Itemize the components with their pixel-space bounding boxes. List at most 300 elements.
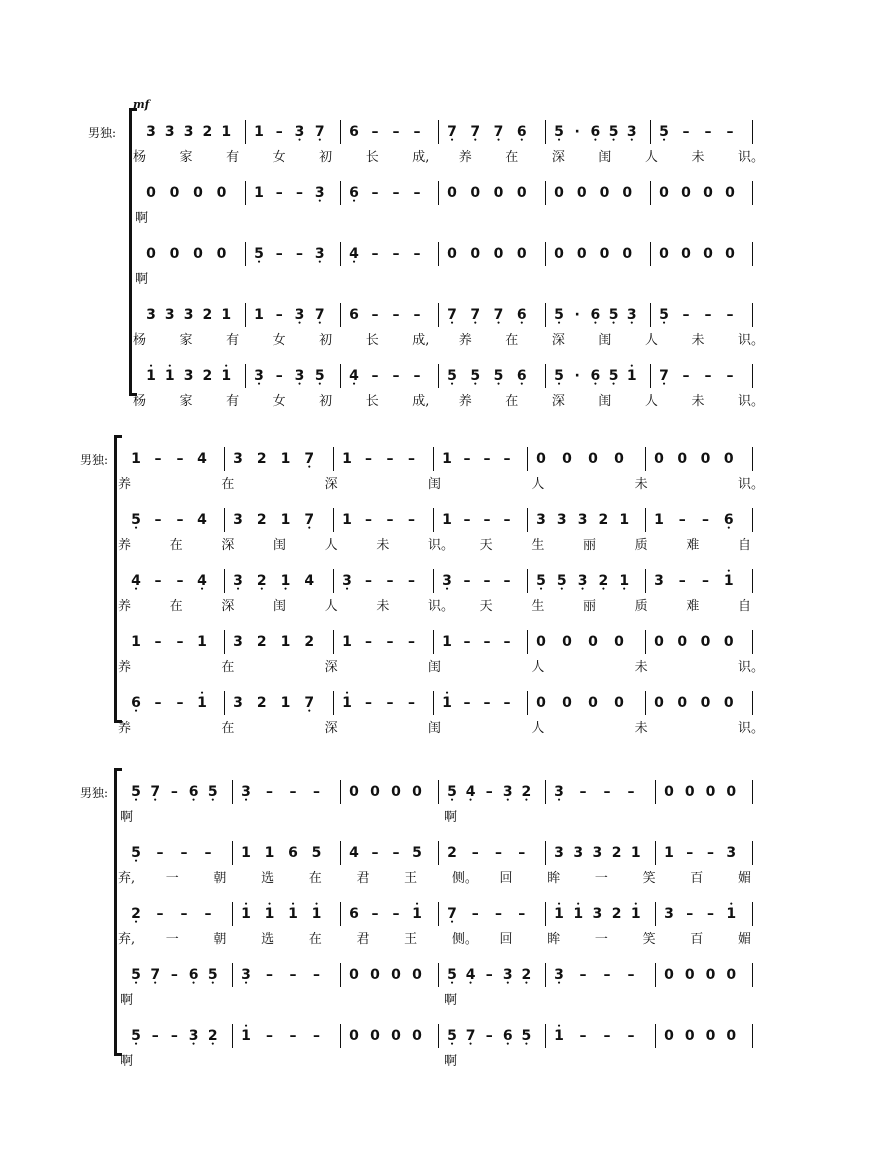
lyric: 回 bbox=[499, 932, 513, 947]
note: – bbox=[463, 451, 471, 467]
note: 5 • bbox=[551, 124, 567, 140]
note: 5 • bbox=[606, 124, 622, 140]
lyric: 有 bbox=[226, 333, 240, 348]
lyric: 杨 bbox=[133, 150, 147, 165]
note: – bbox=[579, 1028, 587, 1044]
bar-line bbox=[340, 963, 341, 987]
lyric: 生 bbox=[531, 599, 545, 614]
note: – bbox=[471, 845, 479, 861]
note: – bbox=[365, 634, 372, 650]
note: – bbox=[483, 573, 491, 589]
note: – bbox=[151, 1028, 159, 1044]
note: 0 bbox=[677, 695, 688, 711]
bar-line bbox=[340, 303, 341, 327]
lyric: 啊 bbox=[135, 272, 149, 287]
bar-line bbox=[752, 364, 753, 388]
bar-line bbox=[224, 691, 225, 715]
lyric: 深 bbox=[551, 150, 565, 165]
lyric: 识。 bbox=[738, 333, 765, 348]
note: – bbox=[704, 368, 712, 384]
note: 0 bbox=[614, 695, 624, 711]
note: 1 bbox=[254, 185, 264, 201]
note: – bbox=[471, 906, 479, 922]
lyric: 家 bbox=[179, 333, 193, 348]
lyric: 长 bbox=[365, 394, 379, 409]
note: 2 bbox=[256, 634, 267, 650]
bar-line bbox=[545, 1024, 546, 1048]
note: 4 • bbox=[346, 246, 362, 262]
note: 0 bbox=[391, 1028, 401, 1044]
note: – bbox=[485, 784, 493, 800]
lyric: 成, bbox=[412, 150, 430, 165]
note: 3 bbox=[654, 573, 664, 589]
note: 5 • bbox=[551, 368, 567, 384]
note: 0 bbox=[391, 967, 401, 983]
bar-line bbox=[333, 691, 334, 715]
lyric: 深 bbox=[221, 538, 235, 553]
note: 0 bbox=[703, 246, 713, 262]
note: 0 bbox=[562, 451, 572, 467]
note: 5 • bbox=[444, 967, 460, 983]
note: – bbox=[704, 124, 712, 140]
note: 3 • bbox=[251, 368, 267, 384]
note: – bbox=[682, 124, 690, 140]
note: 3 • bbox=[575, 573, 591, 589]
lyric: 女 bbox=[272, 150, 286, 165]
note: 0 bbox=[677, 451, 688, 467]
lyric: 人 bbox=[324, 599, 338, 614]
note: 1 bbox=[221, 307, 232, 323]
note: 7 • bbox=[147, 784, 163, 800]
note: – bbox=[707, 845, 714, 861]
note: – bbox=[392, 307, 400, 323]
note: – bbox=[413, 307, 421, 323]
lyric: 长 bbox=[365, 150, 379, 165]
note: – bbox=[365, 512, 372, 528]
lyric: 未 bbox=[376, 599, 390, 614]
note: 0 bbox=[705, 1028, 716, 1044]
lyric: 杨 bbox=[133, 333, 147, 348]
lyric: 侧。 bbox=[451, 871, 478, 886]
bar-line bbox=[527, 691, 528, 715]
lyric: 养 bbox=[118, 721, 132, 736]
note: 0 bbox=[723, 451, 734, 467]
bar-line bbox=[433, 447, 434, 471]
note: – bbox=[603, 784, 611, 800]
note: 1 bbox=[131, 451, 141, 467]
note: 1 • bbox=[278, 573, 294, 589]
bar-line bbox=[224, 630, 225, 654]
lyric: 啊 bbox=[120, 1054, 134, 1069]
note: 2 • bbox=[595, 573, 611, 589]
note: 1 bbox=[197, 634, 207, 650]
note: 0 bbox=[681, 246, 691, 262]
bar-line bbox=[527, 630, 528, 654]
note: 3 • bbox=[292, 124, 308, 140]
note: 3 • bbox=[439, 573, 455, 589]
lyric: 一 bbox=[165, 932, 179, 947]
note: 3 bbox=[577, 512, 588, 528]
note: – bbox=[726, 124, 734, 140]
lyric: 识。 bbox=[428, 538, 455, 553]
note: 3 bbox=[554, 845, 564, 861]
note: – bbox=[408, 512, 415, 528]
note: 5 • bbox=[205, 784, 221, 800]
bar-line bbox=[650, 120, 651, 144]
lyric: 人 bbox=[644, 150, 658, 165]
note: • 1 bbox=[624, 368, 640, 384]
note: 0 bbox=[516, 185, 527, 201]
bar-line bbox=[545, 242, 546, 266]
note: – bbox=[296, 185, 303, 201]
note: – bbox=[266, 784, 273, 800]
bar-line bbox=[232, 780, 233, 804]
bar-line bbox=[438, 963, 439, 987]
note: 0 bbox=[554, 246, 564, 262]
note: 0 bbox=[700, 634, 711, 650]
note: – bbox=[503, 573, 511, 589]
note: 3 • bbox=[339, 573, 355, 589]
lyric: 未 bbox=[634, 477, 648, 492]
note: 0 bbox=[622, 246, 633, 262]
note: 5 • bbox=[251, 246, 267, 262]
bar-line bbox=[655, 963, 656, 987]
lyric: 未 bbox=[634, 721, 648, 736]
note: 3 bbox=[556, 512, 567, 528]
part-label: 男独: bbox=[80, 786, 109, 800]
note: – bbox=[392, 368, 400, 384]
note: – bbox=[170, 784, 178, 800]
note: – bbox=[483, 451, 491, 467]
note: 3 • bbox=[238, 784, 254, 800]
note: 4 bbox=[304, 573, 315, 589]
note: – bbox=[154, 573, 162, 589]
lyric: 一 bbox=[165, 871, 179, 886]
lyric: 笑 bbox=[642, 932, 656, 947]
note: 3 • bbox=[292, 307, 308, 323]
note: 5 • bbox=[467, 368, 483, 384]
note: – bbox=[485, 1028, 493, 1044]
note: • 1 bbox=[238, 1028, 254, 1044]
note: 0 bbox=[654, 451, 664, 467]
bar-line bbox=[340, 841, 341, 865]
lyric: 闺 bbox=[598, 150, 612, 165]
lyric: 百 bbox=[690, 871, 704, 886]
note: 3 • bbox=[292, 368, 308, 384]
note: • 1 bbox=[309, 906, 325, 922]
bar-line bbox=[333, 508, 334, 532]
note: – bbox=[170, 967, 178, 983]
lyric: 眸 bbox=[547, 932, 561, 947]
note: 2 bbox=[256, 512, 267, 528]
lyric: 人 bbox=[324, 538, 338, 553]
note: – bbox=[365, 573, 372, 589]
lyric: 一 bbox=[594, 871, 608, 886]
bar-line bbox=[752, 242, 753, 266]
lyric: 深 bbox=[324, 721, 338, 736]
lyric: 百 bbox=[690, 932, 704, 947]
lyric: 难 bbox=[686, 599, 700, 614]
note: 3 bbox=[183, 368, 194, 384]
lyric: 在 bbox=[308, 871, 322, 886]
note: 6 • bbox=[721, 512, 737, 528]
bar-line bbox=[545, 364, 546, 388]
note: 0 bbox=[622, 185, 633, 201]
lyric: 在 bbox=[221, 721, 235, 736]
lyric: 未 bbox=[691, 150, 705, 165]
note: · bbox=[574, 124, 580, 140]
bar-line bbox=[752, 691, 753, 715]
bar-line bbox=[752, 120, 753, 144]
lyric: 闺 bbox=[428, 477, 442, 492]
note: 5 • bbox=[606, 368, 622, 384]
note: 3 bbox=[726, 845, 737, 861]
note: 7 • bbox=[312, 307, 328, 323]
lyric: 初 bbox=[319, 333, 333, 348]
note: 6 • bbox=[500, 1028, 516, 1044]
note: • 1 bbox=[409, 906, 425, 922]
note: – bbox=[678, 573, 686, 589]
lyric: 识。 bbox=[428, 599, 455, 614]
bar-line bbox=[545, 181, 546, 205]
note: 6 bbox=[349, 906, 359, 922]
bar-line bbox=[333, 630, 334, 654]
lyric: 弃, bbox=[118, 871, 136, 886]
note: 5 • bbox=[312, 368, 328, 384]
lyric: 一 bbox=[594, 932, 608, 947]
lyric: 养 bbox=[458, 150, 472, 165]
note: – bbox=[392, 185, 400, 201]
note: – bbox=[266, 1028, 273, 1044]
note: – bbox=[503, 512, 511, 528]
note: 7 • bbox=[491, 307, 507, 323]
note: 1 bbox=[280, 512, 291, 528]
dynamic-marking: mf bbox=[133, 98, 150, 111]
note: 0 bbox=[516, 246, 527, 262]
note: 2 bbox=[256, 451, 267, 467]
note: – bbox=[463, 634, 471, 650]
lyric: 深 bbox=[551, 333, 565, 348]
note: • 1 bbox=[628, 906, 644, 922]
note: 6 • bbox=[514, 124, 530, 140]
note: – bbox=[313, 967, 320, 983]
part-label: 男独: bbox=[88, 126, 117, 140]
note: 0 bbox=[370, 1028, 380, 1044]
lyric: 初 bbox=[319, 150, 333, 165]
note: 0 bbox=[725, 246, 735, 262]
note: 0 bbox=[614, 634, 624, 650]
bar-line bbox=[545, 780, 546, 804]
note: 2 bbox=[202, 124, 213, 140]
note: – bbox=[495, 845, 502, 861]
note: 0 bbox=[536, 634, 546, 650]
note: – bbox=[392, 845, 400, 861]
bar-line bbox=[752, 447, 753, 471]
note: 2 bbox=[256, 695, 267, 711]
lyric: 啊 bbox=[120, 810, 134, 825]
bar-line bbox=[752, 508, 753, 532]
lyric: 人 bbox=[644, 333, 658, 348]
note: 7 • bbox=[147, 967, 163, 983]
note: – bbox=[371, 185, 379, 201]
lyric: 闺 bbox=[598, 394, 612, 409]
bar-line bbox=[340, 364, 341, 388]
note: 7 • bbox=[444, 124, 460, 140]
note: 0 bbox=[599, 185, 610, 201]
note: • 1 bbox=[285, 906, 301, 922]
note: – bbox=[170, 1028, 178, 1044]
note: 5 • bbox=[128, 967, 144, 983]
lyric: 君 bbox=[356, 871, 370, 886]
note: 0 bbox=[216, 246, 227, 262]
lyric: 在 bbox=[505, 394, 519, 409]
note: 3 bbox=[592, 906, 603, 922]
note: 6 • bbox=[587, 368, 603, 384]
note: – bbox=[275, 368, 283, 384]
note: – bbox=[503, 634, 511, 650]
lyric: 识。 bbox=[738, 150, 765, 165]
note: – bbox=[463, 695, 471, 711]
note: 7 • bbox=[301, 512, 317, 528]
note: 0 bbox=[349, 1028, 359, 1044]
note: – bbox=[682, 307, 690, 323]
bar-line bbox=[650, 242, 651, 266]
note: 0 bbox=[664, 1028, 674, 1044]
bar-line bbox=[645, 447, 646, 471]
note: 1 bbox=[280, 451, 291, 467]
note: 4 bbox=[197, 512, 207, 528]
note: 1 bbox=[630, 845, 641, 861]
bar-line bbox=[340, 242, 341, 266]
note: 3 bbox=[233, 451, 243, 467]
note: • 1 bbox=[439, 695, 455, 711]
note: – bbox=[275, 185, 283, 201]
note: 0 bbox=[599, 246, 610, 262]
note: – bbox=[579, 784, 587, 800]
lyric: 啊 bbox=[444, 993, 458, 1008]
bar-line bbox=[527, 447, 528, 471]
note: – bbox=[289, 1028, 297, 1044]
bar-line bbox=[245, 364, 246, 388]
note: 4 • bbox=[128, 573, 144, 589]
note: – bbox=[627, 967, 635, 983]
lyric: 深 bbox=[324, 660, 338, 675]
lyric: 识。 bbox=[738, 660, 765, 675]
note: – bbox=[176, 451, 184, 467]
note: 2 • bbox=[128, 906, 144, 922]
note: – bbox=[371, 845, 379, 861]
bar-line bbox=[333, 447, 334, 471]
lyric: 笑 bbox=[642, 871, 656, 886]
note: 0 bbox=[216, 185, 227, 201]
lyric: 养 bbox=[458, 394, 472, 409]
note: – bbox=[289, 784, 297, 800]
note: 3 • bbox=[186, 1028, 202, 1044]
note: – bbox=[204, 845, 212, 861]
note: 3 • bbox=[230, 573, 246, 589]
note: 7 • bbox=[301, 451, 317, 467]
note: – bbox=[176, 634, 184, 650]
note: 4 • bbox=[463, 967, 479, 983]
bar-line bbox=[245, 303, 246, 327]
note: – bbox=[296, 246, 303, 262]
bar-line bbox=[545, 120, 546, 144]
lyric: 媚 bbox=[738, 871, 752, 886]
lyric: 在 bbox=[169, 599, 183, 614]
bar-line bbox=[752, 630, 753, 654]
lyric: 难 bbox=[686, 538, 700, 553]
note: 6 • bbox=[186, 967, 202, 983]
note: 0 bbox=[654, 695, 664, 711]
bar-line bbox=[545, 963, 546, 987]
note: 6 • bbox=[186, 784, 202, 800]
lyric: 在 bbox=[505, 150, 519, 165]
note: – bbox=[180, 906, 188, 922]
note: – bbox=[154, 634, 162, 650]
note: 6 • bbox=[587, 124, 603, 140]
note: 0 bbox=[193, 185, 203, 201]
bar-line bbox=[340, 780, 341, 804]
note: • 1 bbox=[339, 695, 355, 711]
note: – bbox=[603, 967, 611, 983]
note: 6 bbox=[288, 845, 298, 861]
note: 0 bbox=[447, 185, 457, 201]
bar-line bbox=[340, 1024, 341, 1048]
lyric: 啊 bbox=[120, 993, 134, 1008]
lyric: 朝 bbox=[213, 871, 227, 886]
note: 0 bbox=[723, 695, 734, 711]
note: – bbox=[413, 246, 421, 262]
lyric: 识。 bbox=[738, 721, 765, 736]
note: 1 bbox=[241, 845, 251, 861]
note: 0 bbox=[725, 185, 735, 201]
note: 4 bbox=[349, 845, 359, 861]
note: 0 bbox=[684, 784, 695, 800]
note: – bbox=[627, 1028, 635, 1044]
note: 5 bbox=[412, 845, 422, 861]
lyric: 人 bbox=[531, 660, 545, 675]
bar-line bbox=[650, 181, 651, 205]
bar-line bbox=[527, 508, 528, 532]
note: · bbox=[574, 307, 580, 323]
note: 7 • bbox=[444, 906, 460, 922]
note: – bbox=[156, 845, 164, 861]
note: – bbox=[485, 967, 493, 983]
note: 3 • bbox=[312, 246, 328, 262]
note: – bbox=[386, 451, 394, 467]
note: 2 • bbox=[254, 573, 270, 589]
note: 5 • bbox=[444, 784, 460, 800]
note: 3 bbox=[146, 307, 156, 323]
lyric: 弃, bbox=[118, 932, 136, 947]
lyric: 选 bbox=[261, 932, 275, 947]
lyric: 在 bbox=[505, 333, 519, 348]
note: • 1 bbox=[238, 906, 254, 922]
lyric: 未 bbox=[691, 333, 705, 348]
lyric: 有 bbox=[226, 394, 240, 409]
note: 7 • bbox=[656, 368, 672, 384]
note: – bbox=[313, 1028, 320, 1044]
lyric: 朝 bbox=[213, 932, 227, 947]
note: 3 bbox=[183, 124, 194, 140]
note: – bbox=[392, 124, 400, 140]
note: 0 bbox=[723, 634, 734, 650]
note: 3 bbox=[164, 124, 175, 140]
bar-line bbox=[438, 242, 439, 266]
note: 0 bbox=[576, 246, 587, 262]
bar-line bbox=[655, 1024, 656, 1048]
bar-line bbox=[438, 120, 439, 144]
